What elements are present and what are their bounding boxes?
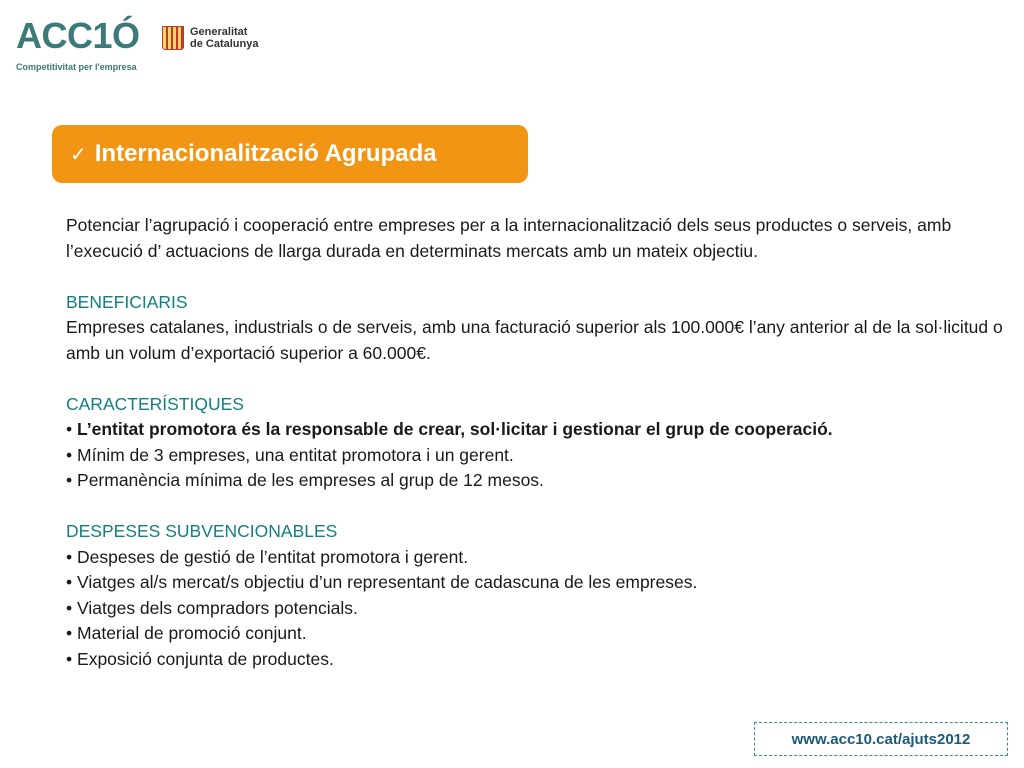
acc10-logo-tagline: Competitivitat per l'empresa: [16, 62, 137, 72]
caracteristiques-heading: CARACTERÍSTIQUES: [66, 393, 244, 414]
bullet: •: [66, 572, 73, 592]
despeses-item-text: Viatges dels compradors potencials.: [77, 597, 358, 618]
bullet: •: [66, 444, 73, 465]
generalitat-logo: [162, 26, 258, 50]
generalitat-emblem-icon: [162, 26, 184, 50]
despeses-item: [66, 545, 1011, 571]
caracteristiques-item: [66, 468, 1011, 494]
caracteristiques-item-text: Permanència mínima de les empreses al grup de 12 mesos.: [77, 470, 544, 490]
generalitat-logo-text: [190, 26, 258, 50]
bullet: •: [66, 419, 73, 439]
despeses-item-text: Exposició conjunta de productes.: [77, 648, 334, 669]
intro-paragraph: Potenciar l’agrupació i cooperació entre empreses per a la internacionalització dels seus productes o serveis, amb l’execució d’ actuacions de llarga durada en determinats mercats amb un mateix objectiu.: [66, 215, 952, 261]
generalitat-logo-line2: de Catalunya: [190, 38, 259, 50]
despeses-item: [66, 647, 1011, 673]
despeses-item: [66, 621, 1011, 647]
caracteristiques-item-text: L’entitat promotora és la responsable de crear, sol·licitar i gestionar el grup de cooperació.: [77, 419, 833, 439]
caracteristiques-item: [66, 417, 1011, 443]
generalitat-logo-line1: Generalitat: [190, 26, 248, 38]
beneficiaris-heading: BENEFICIARIS: [66, 291, 188, 312]
despeses-item-text: Despeses de gestió de l’entitat promotora i gerent.: [77, 546, 469, 567]
despeses-heading: DESPESES SUBVENCIONABLES: [66, 521, 338, 541]
page-title-banner: [52, 125, 528, 183]
bullet: •: [66, 597, 73, 618]
despeses-item: [66, 570, 1011, 596]
caracteristiques-item: [66, 443, 1011, 469]
check-icon: ✓: [70, 142, 87, 166]
caracteristiques-item-text: Mínim de 3 empreses, una entitat promotora i un gerent.: [77, 444, 514, 465]
bullet: •: [66, 546, 73, 567]
acc10-logo: [16, 15, 140, 72]
despeses-item: [66, 596, 1011, 622]
bullet: •: [66, 470, 73, 490]
despeses-item-text: Viatges al/s mercat/s objectiu d’un representant de cadascuna de les empreses.: [77, 572, 698, 592]
bullet: •: [66, 648, 73, 669]
acc10-ajuts-link[interactable]: www.acc10.cat/ajuts2012: [754, 722, 1008, 756]
page-title: Internacionalització Agrupada: [94, 140, 437, 167]
content-body: [66, 213, 1011, 672]
acc10-logo-name: ACC1Ó: [16, 15, 140, 56]
beneficiaris-text: Empreses catalanes, industrials o de serveis, amb una facturació superior als 100.000€ l’any anterior al de la sol·licitud o amb un volum d’exportació superior a 60.000€.: [66, 317, 1003, 363]
bullet: •: [66, 623, 73, 643]
despeses-item-text: Material de promoció conjunt.: [77, 623, 307, 643]
